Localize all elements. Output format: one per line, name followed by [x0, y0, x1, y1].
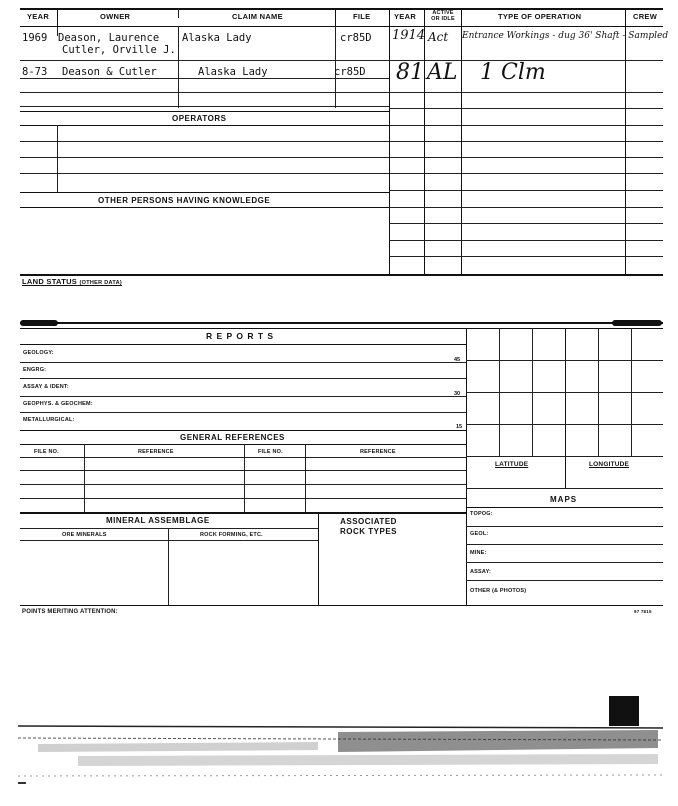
operation-row-rule [389, 256, 663, 257]
reports-row-rule [20, 412, 466, 413]
grid-vline [565, 328, 566, 488]
land-status-rule [20, 274, 663, 276]
operators-rule [20, 111, 389, 112]
report-metallurgical: METALLURGICAL: [23, 417, 75, 423]
header-year: YEAR [27, 12, 50, 21]
ore-minerals-heading: ORE MINERALS [62, 532, 107, 538]
operation-row-rule [389, 157, 663, 158]
operation-row-rule [389, 240, 663, 241]
maps-geol: GEOL: [470, 531, 489, 537]
operators-rule [20, 125, 389, 126]
ref-col-file-no: FILE NO. [34, 449, 59, 455]
report-geology: GEOLOGY: [23, 350, 54, 356]
reports-row-rule [20, 362, 466, 363]
owner-row-rule [20, 60, 389, 61]
ref-row-rule [20, 484, 466, 485]
ref-col-divider [305, 444, 306, 512]
ref-col-divider [244, 444, 245, 512]
reports-row-rule [20, 378, 466, 379]
mineral-divider [318, 512, 319, 606]
reports-bottom-rule [20, 605, 663, 606]
reports-rule [20, 344, 466, 345]
owner-row-3-claim: Alaska Lady [198, 66, 268, 78]
header-divider [424, 8, 425, 276]
top-border [20, 8, 663, 10]
latitude-label: LATITUDE [495, 461, 529, 468]
land-status-label: LAND STATUS [22, 277, 78, 286]
header-file: FILE [353, 12, 371, 21]
report-assay-num: 30 [454, 391, 461, 397]
owner-row-rule [20, 106, 389, 107]
mineral-rule-2 [20, 528, 318, 529]
report-engrg: ENGRG: [23, 367, 47, 373]
longitude-label: LONGITUDE [589, 461, 630, 468]
header-bottom-rule [20, 26, 663, 27]
report-geophys: GEOPHYS. & GEOCHEM: [23, 401, 93, 407]
grid-hline [466, 392, 663, 393]
operators-divider [57, 125, 58, 192]
scan-noise-band [18, 718, 663, 788]
rock-forming-heading: ROCK FORMING, ETC. [200, 532, 263, 538]
reports-right-divider [466, 328, 467, 606]
grid-hline [466, 424, 663, 425]
header-divider [389, 8, 390, 276]
header-divider [461, 8, 462, 276]
owner-row-1-owner: Deason, Laurence [58, 32, 160, 44]
owner-row-2-owner: Cutler, Orville J. [62, 44, 176, 56]
points-meriting-attention: POINTS MERITING ATTENTION: [22, 609, 118, 615]
maps-row-rule [466, 526, 663, 527]
land-status-sub: (OTHER DATA) [79, 280, 122, 286]
other-persons-heading: OTHER PERSONS HAVING KNOWLEDGE [98, 196, 271, 205]
operators-heading: OPERATORS [172, 114, 227, 123]
maps-rule [466, 488, 663, 489]
maps-heading: MAPS [550, 495, 578, 504]
mineral-rule [20, 512, 466, 514]
grid-hline [466, 456, 663, 457]
header-claim-name: CLAIM NAME [232, 12, 283, 21]
report-assay: ASSAY & IDENT: [23, 384, 69, 390]
operation-row-rule [389, 92, 663, 93]
general-references-rule [20, 430, 466, 431]
header-owner: OWNER [100, 12, 131, 21]
operation-row-2-status: AL [427, 60, 458, 85]
operation-row-rule [389, 223, 663, 224]
mineral-rule-3 [20, 540, 318, 541]
header-divider [335, 8, 336, 26]
header-divider [178, 8, 179, 18]
header-year-2: YEAR [394, 12, 417, 21]
operation-row-rule [389, 141, 663, 142]
operation-row-rule [389, 108, 663, 109]
reports-row-rule [20, 396, 466, 397]
operation-row-2-type: 1 Clm [480, 60, 546, 85]
operators-row-rule [20, 157, 389, 158]
header-type-of-operation: TYPE OF OPERATION [498, 12, 582, 21]
maps-row-rule [466, 580, 663, 581]
operation-row-1-type: Entrance Workings - dug 36' Shaft - Sampled [462, 31, 669, 41]
report-geology-num: 45 [454, 357, 461, 363]
form-code: 97 7815 [634, 609, 652, 614]
owner-row-1-claim: Alaska Lady [182, 32, 252, 44]
operation-row-rule [389, 207, 663, 208]
ref-row-rule [20, 457, 466, 458]
reports-top-rule [20, 322, 663, 324]
mineral-assemblage-heading: MINERAL ASSEMBLAGE [106, 516, 210, 525]
ref-col-reference: REFERENCE [138, 449, 174, 455]
reports-heading: R E P O R T S [206, 331, 275, 341]
operation-row-rule [389, 125, 663, 126]
owner-row-3-year: 8-73 [22, 66, 48, 78]
maps-rule-2 [466, 507, 663, 508]
other-persons-rule [20, 207, 389, 208]
operation-row-1-status: Act [428, 30, 449, 44]
operation-row-2-year: 81 [396, 60, 424, 85]
owner-divider [178, 26, 179, 108]
maps-row-rule [466, 544, 663, 545]
header-divider [625, 8, 626, 276]
ref-row-rule [20, 470, 466, 471]
header-crew: CREW [633, 12, 658, 21]
header-divider [57, 8, 58, 26]
operation-row-rule [389, 173, 663, 174]
maps-assay: ASSAY: [470, 569, 492, 575]
operation-row-1-year: 1914 [392, 28, 426, 43]
associated-rock-types-heading: ASSOCIATED ROCK TYPES [340, 517, 398, 536]
grid-hline [466, 360, 663, 361]
operators-row-rule [20, 173, 389, 174]
general-references-rule-2 [20, 444, 466, 445]
reports-top-rule-2 [20, 328, 663, 329]
maps-row-rule [466, 562, 663, 563]
maps-topog: TOPOG: [470, 511, 493, 517]
owner-row-rule [20, 92, 389, 93]
ref-row-rule [20, 498, 466, 499]
owner-row-3-file: cr85D [334, 66, 366, 78]
land-status-heading [22, 277, 122, 286]
maps-other: OTHER (& PHOTOS) [470, 588, 527, 594]
ref-col-reference-2: REFERENCE [360, 449, 396, 455]
other-persons-rule [20, 192, 389, 193]
owner-row-1-year: 1969 [22, 32, 48, 44]
header-active-or-idle: ACTIVE OR IDLE [431, 10, 455, 22]
maps-mine: MINE: [470, 550, 487, 556]
general-references-heading: GENERAL REFERENCES [180, 433, 285, 442]
owner-row-3-owner: Deason & Cutler [62, 66, 157, 78]
ref-col-file-no-2: FILE NO. [258, 449, 283, 455]
ref-col-divider [84, 444, 85, 512]
owner-row-rule [20, 78, 389, 79]
operators-row-rule [20, 141, 389, 142]
owner-row-1-file: cr85D [340, 32, 372, 44]
operation-row-rule [389, 190, 663, 191]
report-metallurgical-num: 15 [456, 424, 463, 430]
